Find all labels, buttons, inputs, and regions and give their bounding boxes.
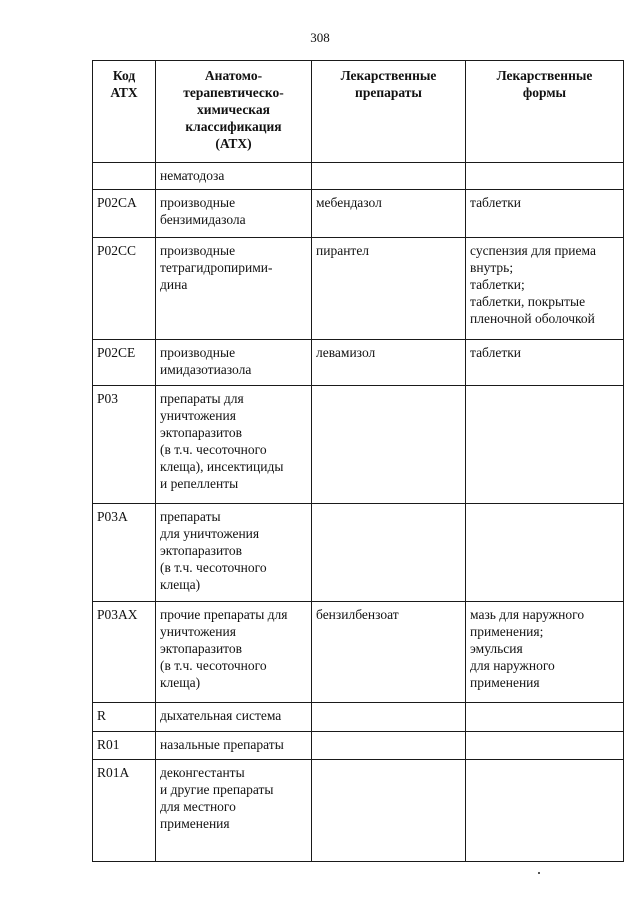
cell-forms bbox=[466, 732, 624, 760]
cell-forms: таблетки bbox=[466, 340, 624, 386]
header-forms: Лекарственные формы bbox=[466, 61, 624, 163]
cell-code: P03A bbox=[93, 504, 156, 602]
cell-classification: дыхательная система bbox=[156, 703, 312, 732]
cell-classification: производные тетрагидропирими- дина bbox=[156, 238, 312, 340]
table-row bbox=[93, 386, 624, 504]
cell-classification: нематодоза bbox=[156, 163, 312, 190]
atx-table bbox=[92, 60, 624, 862]
table-row bbox=[93, 760, 624, 862]
cell-forms: таблетки bbox=[466, 190, 624, 238]
cell-classification: производные имидазотиазола bbox=[156, 340, 312, 386]
cell-classification: препараты для уничтожения эктопаразитов (в т.ч. чесоточного клеща) bbox=[156, 504, 312, 602]
cell-forms bbox=[466, 504, 624, 602]
cell-drugs bbox=[312, 760, 466, 862]
cell-classification: прочие препараты для уничтожения эктопаразитов (в т.ч. чесоточного клеща) bbox=[156, 602, 312, 703]
cell-forms bbox=[466, 386, 624, 504]
cell-code: P02CE bbox=[93, 340, 156, 386]
table-row bbox=[93, 703, 624, 732]
cell-code: R01A bbox=[93, 760, 156, 862]
cell-drugs: мебендазол bbox=[312, 190, 466, 238]
cell-drugs: пирантел bbox=[312, 238, 466, 340]
cell-drugs bbox=[312, 163, 466, 190]
cell-forms bbox=[466, 703, 624, 732]
cell-forms: суспензия для приема внутрь; таблетки; таблетки, покрытые пленочной оболочкой bbox=[466, 238, 624, 340]
table-row bbox=[93, 190, 624, 238]
cell-forms bbox=[466, 163, 624, 190]
cell-drugs bbox=[312, 386, 466, 504]
header-code: Код АТХ bbox=[93, 61, 156, 163]
table-row bbox=[93, 163, 624, 190]
page-number: 308 bbox=[310, 30, 330, 45]
cell-drugs bbox=[312, 703, 466, 732]
cell-drugs: левамизол bbox=[312, 340, 466, 386]
cell-classification: деконгестанты и другие препараты для местного применения bbox=[156, 760, 312, 862]
table-row bbox=[93, 504, 624, 602]
cell-code: P02CC bbox=[93, 238, 156, 340]
scan-speck bbox=[538, 872, 540, 874]
table-row bbox=[93, 732, 624, 760]
cell-forms: мазь для наружного применения; эмульсия для наружного применения bbox=[466, 602, 624, 703]
table-row bbox=[93, 238, 624, 340]
cell-classification: производные бензимидазола bbox=[156, 190, 312, 238]
cell-code: R01 bbox=[93, 732, 156, 760]
cell-code: P02CA bbox=[93, 190, 156, 238]
cell-forms bbox=[466, 760, 624, 862]
cell-classification: препараты для уничтожения эктопаразитов (в т.ч. чесоточного клеща), инсектициды и репелленты bbox=[156, 386, 312, 504]
table-row bbox=[93, 602, 624, 703]
cell-code bbox=[93, 163, 156, 190]
table-row bbox=[93, 340, 624, 386]
cell-code: P03AX bbox=[93, 602, 156, 703]
cell-drugs bbox=[312, 504, 466, 602]
cell-code: R bbox=[93, 703, 156, 732]
cell-drugs: бензилбензоат bbox=[312, 602, 466, 703]
table-header-row bbox=[93, 61, 624, 163]
cell-code: P03 bbox=[93, 386, 156, 504]
cell-classification: назальные препараты bbox=[156, 732, 312, 760]
cell-drugs bbox=[312, 732, 466, 760]
header-classification: Анатомо- терапевтическо- химическая классификация (АТХ) bbox=[156, 61, 312, 163]
header-drugs: Лекарственные препараты bbox=[312, 61, 466, 163]
